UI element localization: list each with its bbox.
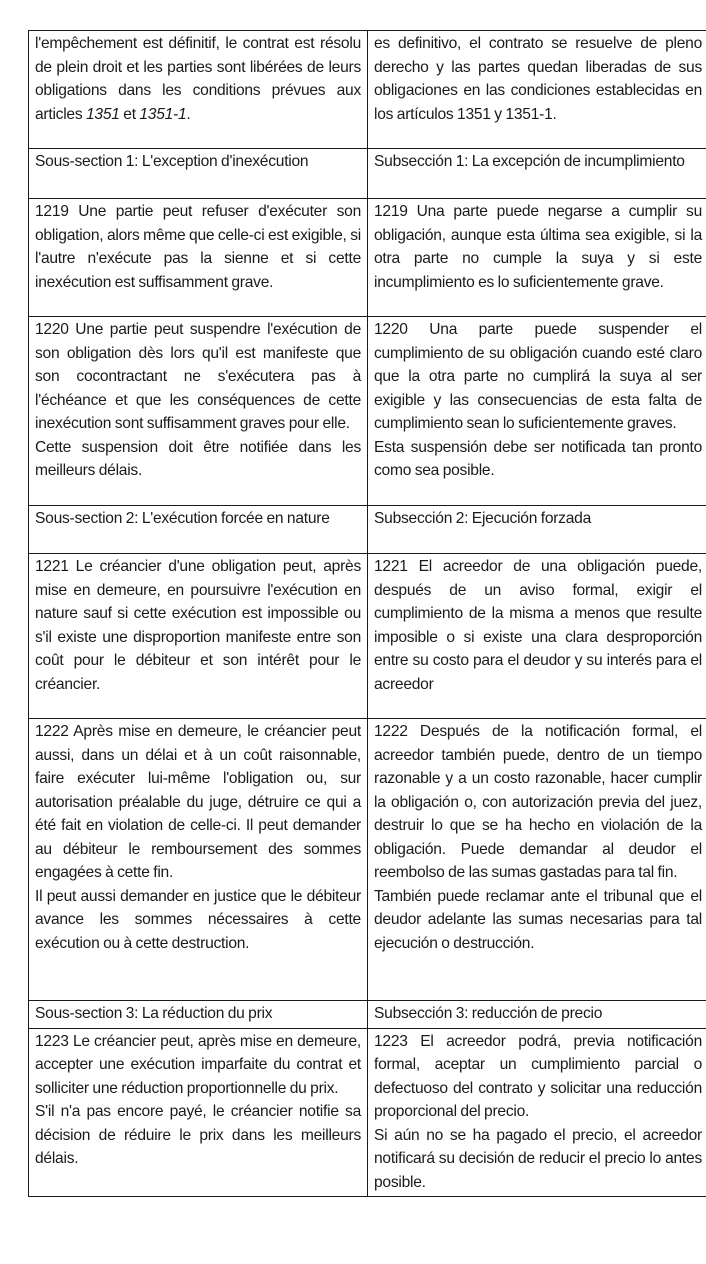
table-row (29, 31, 706, 149)
spanish-cell (368, 719, 706, 1001)
section-heading-es: Subsección 1: La excepción de incumplimiento (374, 153, 685, 170)
french-cell (29, 506, 368, 554)
french-paragraph: 1219 Une partie peut refuser d'exécuter son obligation, alors même que celle-ci est exigible, si l'autre n'exécute pas la sienne et si cette inexécution est suffisamment grave. (35, 203, 361, 291)
spanish-paragraph: También puede reclamar ante el tribunal que el deudor adelante las sumas necesarias para tal ejecución o destrucción. (374, 887, 702, 952)
table-row (29, 1028, 706, 1197)
section-heading-es: Subsección 2: Ejecución forzada (374, 510, 591, 527)
table-row (29, 149, 706, 199)
french-paragraph: Il peut aussi demander en justice que le débiteur avance les sommes nécessaires à cette exécution ou à cette destruction. (35, 887, 361, 952)
spanish-paragraph: 1221 El acreedor de una obligación puede, después de un aviso formal, exigir el cumplimiento de la misma a menos que resulte imposible o si existe una clara desproporción entre su costo para el deudor y su interés para el acreedor (374, 558, 702, 693)
spanish-paragraph: 1222 Después de la notificación formal, el acreedor también puede, dentro de un tiempo razonable y a un costo razonable, hacer cumplir la obligación o, con autorización previa del juez, destruir lo que se ha hecho en violación de la obligación. Puede demandar al deudor el reembolso de las sumas gastadas para tal fin. (374, 723, 702, 881)
table-row (29, 199, 706, 317)
spanish-cell (368, 31, 706, 149)
spanish-cell (368, 1028, 706, 1197)
section-heading-fr: Sous-section 1: L'exception d'inexécution (35, 153, 309, 170)
spanish-paragraph: Si aún no se ha pagado el precio, el acreedor notificará su decisión de reducir el precio lo antes posible. (374, 1126, 702, 1191)
french-paragraph: 1221 Le créancier d'une obligation peut, après mise en demeure, en poursuivre l'exécution en nature sauf si cette exécution est impossible ou s'il existe une disproportion manifeste entre son coût pour le débiteur et son intérêt pour le créancier. (35, 558, 361, 693)
table-row (29, 719, 706, 1001)
spanish-cell (368, 317, 706, 506)
spanish-cell (368, 554, 706, 719)
spanish-paragraph: 1223 El acreedor podrá, previa notificación formal, aceptar un cumplimiento parcial o defectuoso del contrato y solicitar una reducción proporcional del precio. (374, 1032, 702, 1120)
french-cell (29, 31, 368, 149)
table-row (29, 317, 706, 506)
translation-table (28, 30, 706, 1197)
spanish-paragraph: 1220 Una parte puede suspender el cumplimiento de su obligación cuando esté claro que la otra parte no cumplirá la suya al ser exigible y las consecuencias de esta falta de cumplimiento sean lo suficientemente graves. (374, 321, 702, 432)
french-paragraph: 1222 Après mise en demeure, le créancier peut aussi, dans un délai et à un coût raisonnable, faire exécuter lui-même l'obligation ou, sur autorisation préalable du juge, détruire ce qui a été fait en violation de celle-ci. Il peut demander au débiteur le remboursement des sommes engagées à cette fin. (35, 723, 361, 881)
french-cell (29, 1001, 368, 1029)
table-row (29, 554, 706, 719)
french-cell (29, 1028, 368, 1197)
french-paragraph: Cette suspension doit être notifiée dans les meilleurs délais. (35, 438, 361, 479)
spanish-cell (368, 1001, 706, 1029)
section-heading-fr: Sous-section 2: L'exécution forcée en nature (35, 510, 330, 527)
french-paragraph: S'il n'a pas encore payé, le créancier notifie sa décision de réduire le prix dans les meilleurs délais. (35, 1103, 361, 1167)
french-cell (29, 317, 368, 506)
spanish-paragraph: es definitivo, el contrato se resuelve de pleno derecho y las partes quedan liberadas de sus obligaciones en las condiciones establecidas en los artículos 1351 y 1351-1. (374, 35, 702, 123)
spanish-cell (368, 199, 706, 317)
french-cell (29, 149, 368, 199)
article-reference: 1351 (85, 105, 120, 123)
table-row (29, 506, 706, 554)
spanish-paragraph: Esta suspensión debe ser notificada tan pronto como sea posible. (374, 438, 702, 479)
french-paragraph: 1220 Une partie peut suspendre l'exécution de son obligation dès lors qu'il est manifeste que son cocontractant ne s'exécutera pas à l'échéance et que les conséquences de cette inexécution sont suffisamment graves pour elle. (35, 321, 361, 432)
spanish-cell (368, 149, 706, 199)
french-paragraph: l'empêchement est définitif, le contrat est résolu de plein droit et les parties sont libérées de leurs obligations dans les conditions prévues aux articles 1351 et 1351-1. (35, 35, 361, 123)
section-heading-es: Subsección 3: reducción de precio (374, 1005, 603, 1022)
section-heading-fr: Sous-section 3: La réduction du prix (35, 1005, 273, 1022)
spanish-paragraph: 1219 Una parte puede negarse a cumplir su obligación, aunque esta última sea exigible, si la otra parte no cumple la suya y si este incumplimiento es lo suficientemente grave. (374, 203, 702, 291)
spanish-cell (368, 506, 706, 554)
french-cell (29, 554, 368, 719)
article-reference: 1351-1 (139, 105, 187, 123)
french-cell (29, 719, 368, 1001)
table-row (29, 1001, 706, 1029)
bilingual-document (28, 30, 702, 1197)
french-paragraph: 1223 Le créancier peut, après mise en demeure, accepter une exécution imparfaite du contrat et solliciter une réduction proportionnelle du prix. (35, 1032, 361, 1097)
french-cell (29, 199, 368, 317)
